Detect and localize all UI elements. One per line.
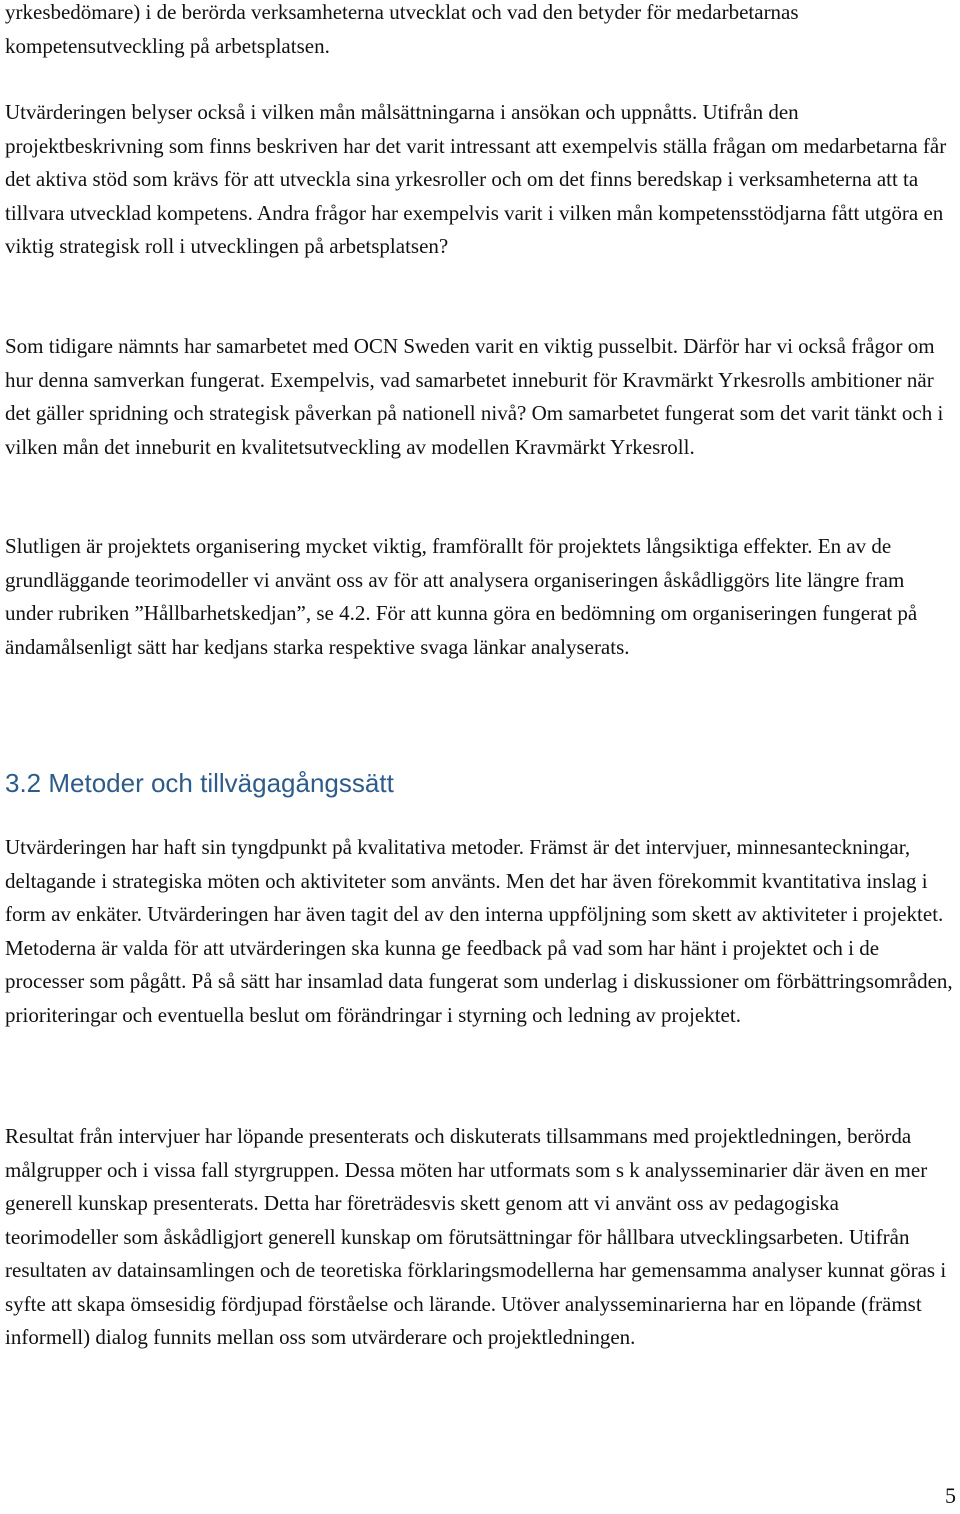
paragraph-results: Resultat från intervjuer har löpande presenterats och diskuterats tillsammans med projektledningen, berörda målgrupper och i vissa fall styrgruppen. Dessa möten har utformats som s k analysseminarier där även en mer generell kunskap presenterats. Detta har företrädesvis skett genom att vi använt oss av pedagogiska teorimodeller som åskådligjort generell kunskap om förutsättningar för hållbara utvecklingsarbeten. Utifrån resultaten av datainsamlingen och de teoretiska förklaringsmodellerna har gemensamma analyser kunnat göras i syfte att skapa ömsesidig fördjupad förståelse och lärande. Utöver analysseminarierna har en löpande (främst informell) dialog funnits mellan oss som utvärderare och projektledningen. bbox=[5, 1124, 947, 1349]
page-number: 5 bbox=[945, 1483, 956, 1508]
paragraph-ocn-collaboration: Som tidigare nämnts har samarbetet med OCN Sweden varit en viktig pusselbit. Därför har vi också frågor om hur denna samverkan fungerat. Exempelvis, vad samarbetet inneburit för Kravmärkt Yrkesrolls ambitioner när det gäller spridning och strategisk påverkan på nationell nivå? Om samarbetet fungerat som det varit tänkt och i vilken mån det inneburit en kvalitetsutveckling av modellen Kravmärkt Yrkesroll. bbox=[5, 334, 944, 459]
section-heading: 3.2 Metoder och tillvägagångssätt bbox=[5, 768, 394, 798]
paragraph-evaluation-goals: Utvärderingen belyser också i vilken mån målsättningarna i ansökan och uppnåtts. Utifrån den projektbeskrivning som finns beskriven har det varit intressant att exempelvis ställa frågan om medarbetarna får det aktiva stöd som krävs för att utveckla sina yrkesroller och om det finns beredskap i verksamheterna att ta tillvara utvecklad kompetens. Andra frågor har exempelvis varit i vilken mån kompetensstödjarna fått utgöra en viktig strategisk roll i utvecklingen på arbetsplatsen? bbox=[5, 100, 947, 258]
paragraph-methods: Utvärderingen har haft sin tyngdpunkt på kvalitativa metoder. Främst är det intervjuer, minnesanteckningar, deltagande i strategiska möten och aktiviteter som använts. Men det har även förekommit kvantitativa inslag i form av enkäter. Utvärderingen har även tagit del av den interna uppföljning som skett av aktiviteter i projektet. Metoderna är valda för att utvärderingen ska kunna ge feedback på vad som har hänt i projektet och i de processer som pågått. På så sätt har insamlad data fungerat som underlag i diskussioner om förbättringsområden, prioriteringar och eventuella beslut om förändringar i styrning och ledning av projektet. bbox=[5, 835, 953, 1027]
paragraph-continuation: yrkesbedömare) i de berörda verksamheterna utvecklat och vad den betyder för medarbetarnas kompetensutveckling på arbetsplatsen. bbox=[5, 0, 799, 58]
paragraph-organisation: Slutligen är projektets organisering mycket viktig, framförallt för projektets långsiktiga effekter. En av de grundläggande teorimodeller vi använt oss av för att analysera organiseringen åskådliggörs lite längre fram under rubriken ”Hållbarhetskedjan”, se 4.2. För att kunna göra en bedömning om organiseringen fungerat på ändamålsenligt sätt har kedjans starka respektive svaga länkar analyserats. bbox=[5, 534, 918, 659]
